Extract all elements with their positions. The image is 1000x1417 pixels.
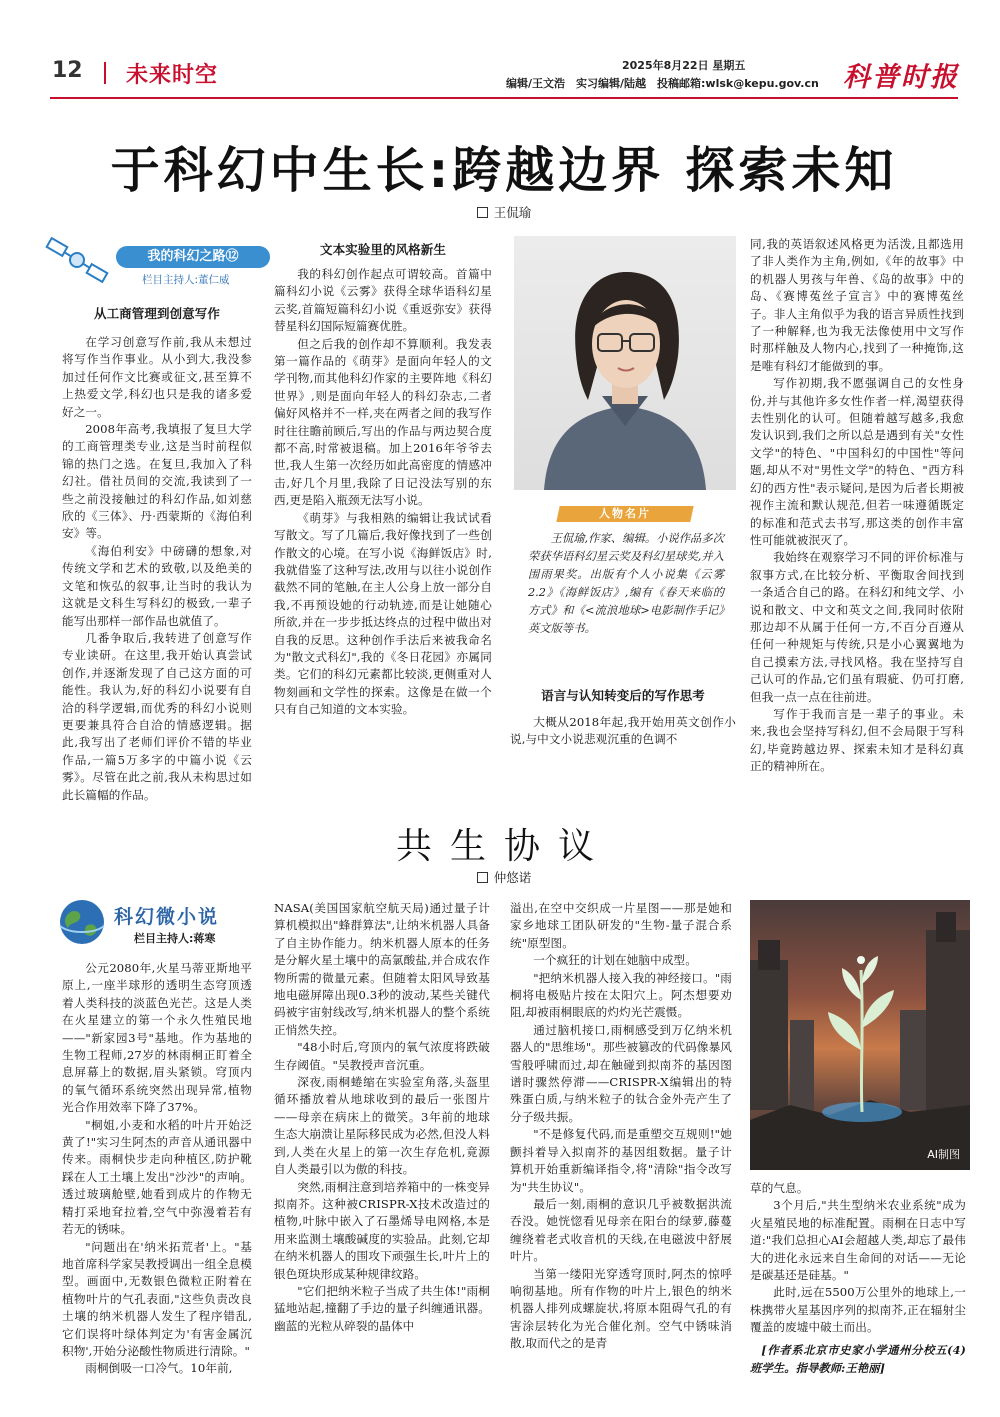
- article1-column-4: [750, 236, 964, 776]
- paragraph: NASA(美国国家航空航天局)通过量子计算机模拟出"蜂群算法",让纳米机器人具备了自主协作能力。纳米机器人原本的任务是分解火星土壤中的高氯酸盐,并合成农作物所需的微量元素。但随着太阳风导致基地电磁屏障出现0.3秒的波动,某些关键代码被宇宙射线改写,纳米机器人的整个系统正悄然失控。: [274, 901, 490, 1037]
- paragraph: 草的气息。: [750, 1181, 809, 1195]
- column-badge-host: 栏目主持人:蒋寒: [134, 932, 216, 945]
- paragraph: 当第一缕阳光穿透穹顶时,阿杰的惊呼响彻基地。所有作物的叶片上,银色的纳米机器人排列成螺旋状,将原本阻碍气孔的有害涂层转化为光合催化剂。空气中锈味消散,取而代之的是青: [510, 1266, 732, 1351]
- paragraph: 我的科幻创作起点可谓较高。首篇中篇科幻小说《云雾》获得全球华语科幻星云奖,首篇短篇科幻小说《重返弥安》获得替星科幻国际短篇赛优胜。: [274, 267, 492, 334]
- paragraph: 但之后我的创作却不算顺利。我发表第一篇作品的《萌芽》是面向年轻人的文学刊物,而其他科幻作家的主要阵地《科幻世界》,则是面向年轻人的科幻杂志,二者偏好风格并不一样,夹在两者之间的我写作时往往瞻前顾后,写出的作品与两边契合度都不高,时常被退稿。加上2016年爷爷去世,我人生第一次经历如此高密度的情感冲击,好几个月里,我除了日记没法写别的东西,更是陷入瓶颈无法写小说。: [274, 336, 492, 508]
- sprout-in-ruins-illustration: [750, 900, 970, 1170]
- ai-illustration: [750, 900, 970, 1170]
- page-number: 12: [52, 58, 83, 83]
- paragraph: 3个月后,"共生型纳米农业系统"成为火星殖民地的标准配置。雨桐在日志中写道:"我们总担心AI会超越人类,却忘了最伟大的进化永远来自生命间的对话——无论是碳基还是硅基。": [750, 1198, 966, 1283]
- story-column-4: [750, 1180, 966, 1377]
- story-column-2: [274, 900, 490, 1335]
- portrait-illustration: [514, 236, 736, 490]
- story-column-1: [62, 960, 252, 1378]
- paragraph: "不是修复代码,而是重塑交互规则!"她颤抖着导入拟南芥的基因组数据。量子计算机开始重新编译指令,将"清除"指令改写为"共生协议"。: [510, 1127, 732, 1194]
- header-divider: [104, 62, 106, 84]
- story-byline: [50, 868, 958, 886]
- earth-globe-icon: [56, 896, 108, 948]
- subheading-1: 从工商管理到创意写作: [93, 306, 220, 321]
- paragraph: 几番争取后,我转进了创意写作专业读研。在这里,我开始认真尝试创作,并逐渐发现了自己这方面的可能性。我认为,好的科幻小说要有自洽的科学逻辑,而优秀的科幻小说则更要兼具符合自洽的情感逻辑。据此,我写出了老师们评价不错的毕业作品,一篇5万多字的中篇小说《云雾》。尽管在此之前,我从未构思过如此长篇幅的作品。: [62, 630, 252, 802]
- byline-author: 王侃瑜: [493, 205, 532, 220]
- author-footnote: [作者系北京市史家小学通州分校五(4)班学生。指导教师:王艳丽]: [750, 1342, 966, 1375]
- issue-date: 2025年8月22日 星期五: [622, 59, 746, 72]
- paragraph: 同,我的英语叙述风格更为活泼,且都选用了非人类作为主角,例如,《年的故事》中的机器人男孩与年兽、《岛的故事》中的岛、《赛博菟丝子宣言》中的赛博菟丝子。非人主角似乎为我的语言异质性找到了一种解释,也为我无法像使用中文写作时那样触及人物内心,找到了一种掩饰,这是唯有科幻才能做到的事。: [750, 237, 964, 373]
- masthead-logo: 科普时报: [843, 62, 959, 93]
- satellite-icon: [44, 234, 114, 290]
- image-credit: AI制图: [927, 1148, 960, 1161]
- paragraph: 写作于我而言是一辈子的事业。未来,我也会坚持写科幻,但不会局限于写科幻,毕竟跨越边界、探索未知才是科幻真正的精神所在。: [750, 706, 964, 774]
- paragraph: 《萌芽》与我相熟的编辑让我试试看写散文。写了几篇后,我好像找到了一些创作散文的心境。在写小说《海鲜饭店》时,我就借鉴了这种写法,改用与以往小说创作截然不同的笔触,在主人公身上放一部分自我,不再预设她的行动轨迹,而是让她随心所欲,并在一步步抵达终点的过程中做出对自我的反思。这种创作手法后来被我命名为"散文式科幻",我的《冬日花园》亦属同类。它们的科幻元素都比较淡,更侧重对人物刻画和文学性的探索。这像是在做一个只有自己知道的文本实验。: [274, 510, 492, 717]
- story-column-3: [510, 900, 732, 1353]
- paragraph: 《海伯利安》中磅礴的想象,对传统文学和艺术的致敬,以及绝美的文笔和恢弘的叙事,让当时的我认为这就是文科生写科幻的极致,一辈子能写出那样一部作品也就值了。: [62, 543, 252, 628]
- paragraph: "把纳米机器人接入我的神经接口。"雨桐将电极贴片按在太阳穴上。阿杰想要劝阻,却被雨桐眼底的灼灼光芒震慑。: [510, 970, 732, 1020]
- paragraph: 溢出,在空中交织成一片星图——那是她和家乡地球工团队研发的"生物-量子混合系统"原型图。: [510, 901, 732, 950]
- paragraph: 2008年高考,我填报了复旦大学的工商管理类专业,这是当时前程似锦的热门之选。在复旦,我加入了科幻社。借社员间的交流,我读到了一些之前没接触过的科幻作品,如刘慈欣的《三体》、丹·西蒙斯的《海伯利安》等。: [62, 422, 252, 541]
- paragraph: 写作初期,我不愿强调自己的女性身份,并与其他许多女性作者一样,渴望获得去性别化的认可。但随着越写越多,我愈发认识到,我们之所以总是遇到有关"女性文学"的特色、"中国科幻的中国性"等问题,却从不对"男性文学"的特色、"西方科幻的西方性"表示疑问,是因为后者长期被视作主流和默认规范,但若一味遵循既定的标准和范式去书写,那这类的创作丰富性可能就被泯灭了。: [750, 376, 964, 547]
- paragraph: 一个疯狂的计划在她脑中成型。: [533, 953, 697, 968]
- section-name: 未来时空: [126, 63, 219, 88]
- paragraph: 深夜,雨桐蜷缩在实验室角落,头盔里循环播放着从地球收到的最后一张图片——母亲在病床上的微笑。3年前的地球生态大崩溃让星际移民成为必然,但没人料到,人类在火星上的第一次生存危机,竟源自人类最引以为傲的科技。: [274, 1075, 490, 1177]
- paragraph: 雨桐倒吸一口冷气。10年前,: [85, 1361, 233, 1376]
- byline-author: 仲悠诺: [493, 870, 532, 885]
- story-title: 共生协议: [395, 826, 612, 867]
- paragraph: 最后一刻,雨桐的意识几乎被数据洪流吞没。她恍惚看见母亲在阳台的绿萝,藤蔓缠绕着老式收音机的天线,在电磁波中舒展叶片。: [510, 1196, 732, 1264]
- paragraph: "它们把纳米粒子当成了共生体!"雨桐猛地站起,撞翻了手边的量子纠缠通讯器。幽蓝的光粒从碎裂的晶体中: [274, 1283, 490, 1333]
- photo-label-text: 人物名片: [599, 507, 651, 520]
- article-title: 于科幻中生长:跨越边界 探索未知: [110, 142, 898, 199]
- paragraph: 在学习创意写作前,我从未想过将写作当作事业。从小到大,我没参加过任何作文比赛或征文,甚至算不上热爱文学,科幻也只是我的诸多爱好之一。: [62, 335, 252, 419]
- paragraph: 突然,雨桐注意到培养箱中的一株变异拟南芥。这种被CRISPR-X技术改造过的植物,叶脉中嵌入了石墨烯导电网格,本是用来监测土壤酸碱度的实验品。此刻,它却在纳米机器人的围攻下顽强生长,叶片上的银色斑块形成某种规律纹路。: [274, 1179, 490, 1281]
- column-badge: [56, 896, 256, 950]
- column-badge-name: 我的科幻之路⑫: [116, 246, 270, 268]
- paragraph: 我始终在观察学习不同的评价标准与叙事方式,在比较分析、平衡取舍间找到一条适合自己的路。在科幻和纯文学、小说和散文、中文和英文之间,我同时依附那边却不从属于任何一方,不百分百遵从任何一种规矩与传统,只是小心翼翼地为自己摸索方法,寻找风格。我在坚持写自己认可的作品,它们虽有瑕疵、仍可打磨,但我一点一点在往前进。: [750, 550, 964, 704]
- subheading-2: 文本实验里的风格新生: [319, 242, 446, 257]
- header-rule: [50, 97, 958, 99]
- byline-square-icon: [477, 207, 488, 218]
- paragraph: 通过脑机接口,雨桐感受到万亿纳米机器人的"思维场"。那些被篡改的代码像暴风雪般呼啸而过,却在触碰到拟南芥的基因图谱时骤然停滞——CRISPR-X编辑出的特殊蛋白质,与纳米粒子的钛合金外壳产生了分子级共振。: [510, 1022, 732, 1124]
- paragraph: 大概从2018年起,我开始用英文创作小说,与中文小说悲观沉重的色调不: [510, 715, 736, 747]
- paragraph: "48小时后,穹顶内的氧气浓度将跌破生存阈值。"吴教授声音沉重。: [274, 1040, 490, 1072]
- subheading-3: 语言与认知转变后的写作思考: [541, 688, 705, 703]
- author-bio: 王侃瑜,作家、编辑。小说作品多次荣获华语科幻星云奖及科幻星球奖,并入围雨果奖。出版有个人小说集《云雾2.2》《海鲜饭店》,编有《春天来临的方式》和《<流浪地球>电影制作手记》英文版等书。: [528, 532, 724, 635]
- byline-square-icon: [477, 872, 488, 883]
- article1-column-3: [510, 686, 736, 749]
- paragraph: "桐姐,小麦和水稻的叶片开始泛黄了!"实习生阿杰的声音从通讯器中传来。雨桐快步走向种植区,防护靴踩在人工土壤上发出"沙沙"的声响。透过玻璃舱壁,她看到成片的作物无精打采地耷拉着,空气中弥漫着若有若无的锈味。: [62, 1117, 252, 1237]
- author-photo: [514, 236, 736, 490]
- article1-column-1: [62, 304, 252, 804]
- column-badge-name: 科幻微小说: [114, 906, 220, 928]
- paragraph: "问题出在'纳米拓荒者'上。"基地首席科学家吴教授调出一组全息模型。画面中,无数银色微粒正附着在植物叶片的气孔表面,"这些负责改良土壤的纳米机器人发生了程序错乱,它们误将叶绿体判定为'有害金属沉积物',开始分泌酸性物质进行清除。": [62, 1239, 252, 1358]
- column-badge: [44, 234, 276, 294]
- paragraph: 公元2080年,火星马蒂亚斯地平原上,一座半球形的透明生态穹顶透着人类科技的淡蓝色光芒。这是人类在火星建立的第一个永久性殖民地——"新家园3号"基地。作为基地的生物工程师,27岁的林雨桐正盯着全息屏幕上的数据,眉头紧锁。穹顶内的氧气循环系统突然出现异常,植物光合作用效率下降了37%。: [62, 961, 252, 1115]
- editor-credits: 编辑/王文浩 实习编辑/陆越 投稿邮箱:wlsk@kepu.gov.cn: [506, 77, 819, 90]
- paragraph: 此时,远在5500万公里外的地球上,一株携带火星基因序列的拟南芥,正在辐射尘覆盖的废墟中破土而出。: [750, 1285, 966, 1335]
- article1-column-2: [274, 240, 492, 719]
- article-byline: [50, 203, 958, 221]
- column-badge-host: 栏目主持人:董仁威: [142, 274, 230, 286]
